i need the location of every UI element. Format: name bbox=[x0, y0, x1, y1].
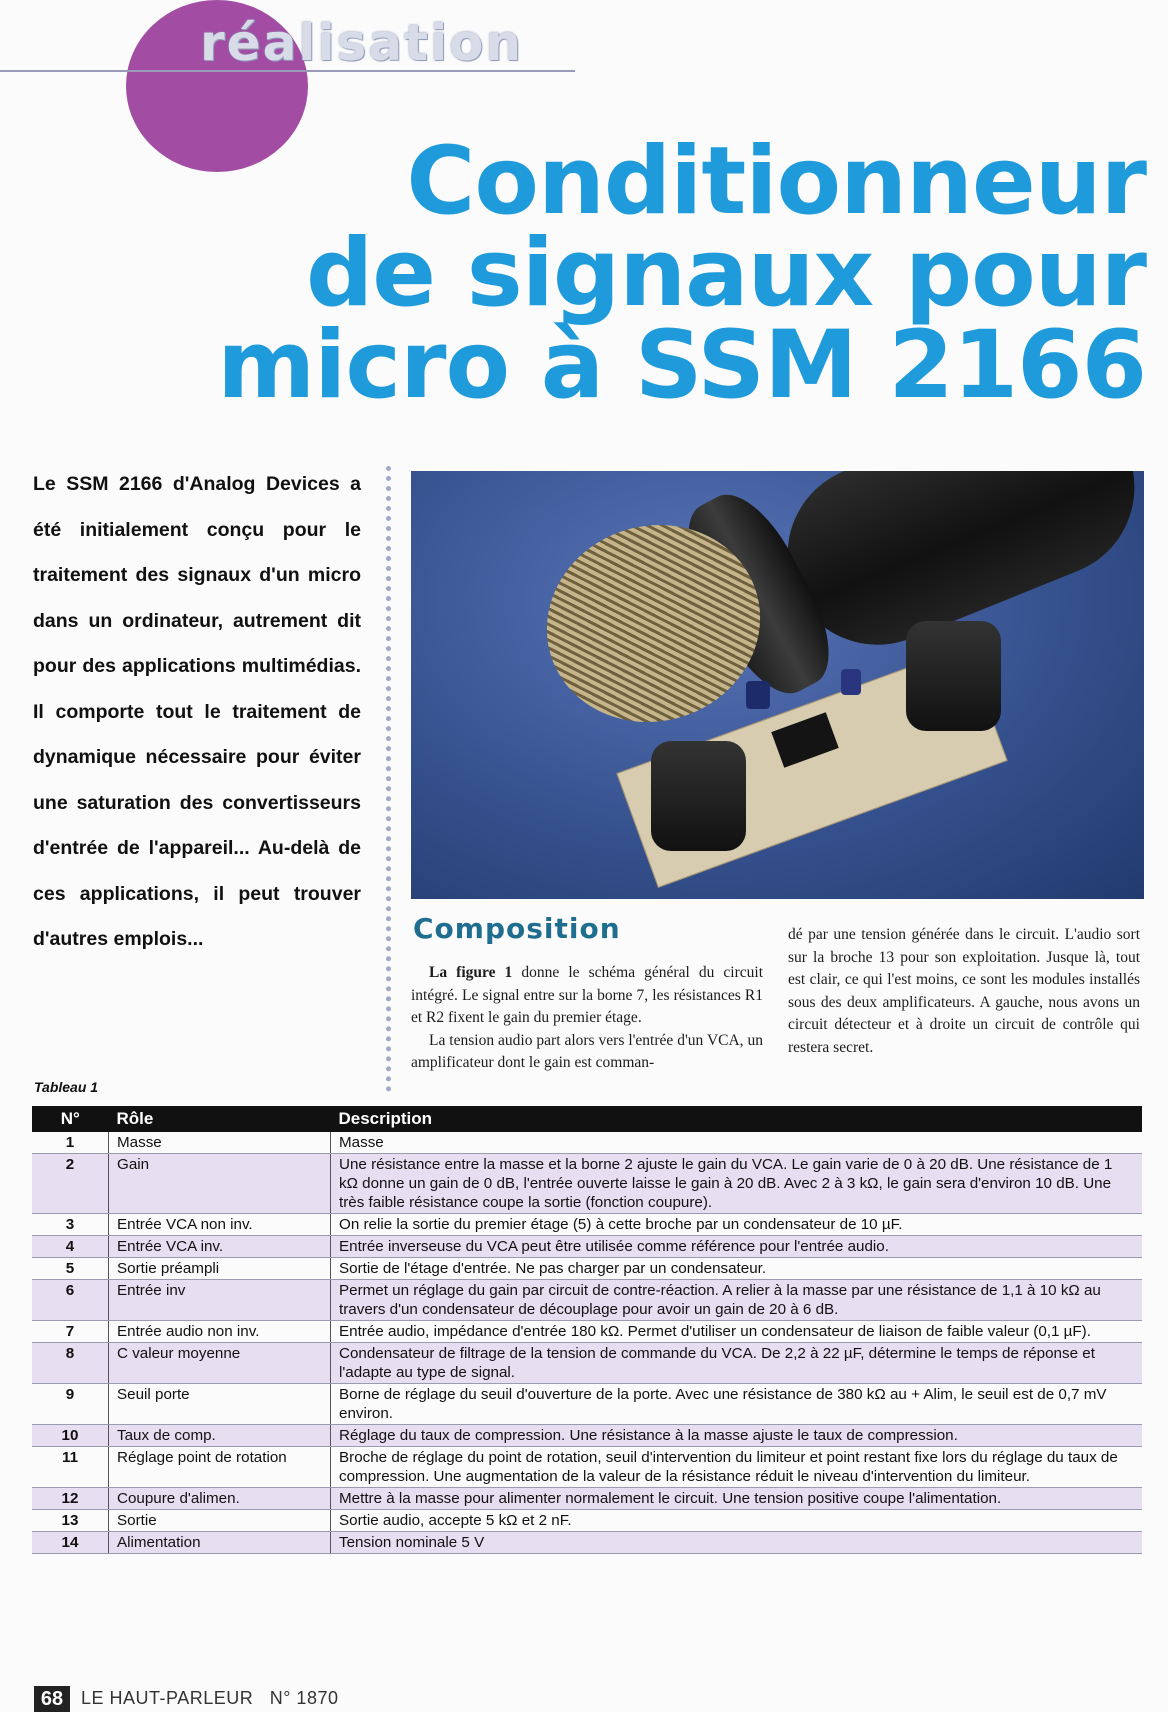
table-row: 3 Entrée VCA non inv. On relie la sortie du premier étage (5) à cette broche par un condensateur de 10 µF. bbox=[32, 1214, 1142, 1236]
table-row: 6 Entrée inv Permet un réglage du gain par circuit de contre-réaction. A relier à la masse par une résistance de 1,1 à 10 kΩ au travers d'un condensateur de découplage pour avoir un gain de 20 à 6 dB. bbox=[32, 1280, 1142, 1321]
figure-ref: La figure 1 bbox=[429, 964, 513, 981]
jack-connector-right bbox=[906, 621, 1001, 731]
section-heading: Composition bbox=[413, 912, 621, 945]
issue-number: N° 1870 bbox=[269, 1688, 339, 1708]
body-column-1 bbox=[411, 962, 763, 1075]
capacitor bbox=[746, 681, 770, 709]
header-role: Rôle bbox=[109, 1106, 331, 1132]
title-line-3: micro à SSM 2166 bbox=[217, 311, 1146, 420]
table-caption: Tableau 1 bbox=[34, 1079, 99, 1095]
magazine-name: LE HAUT-PARLEUR bbox=[81, 1688, 254, 1708]
section-rubric: réalisation bbox=[200, 14, 524, 72]
col1-text-2: La tension audio part alors vers l'entrée d'un VCA, un amplificateur dont le gain est comman- bbox=[411, 1031, 763, 1071]
table-row: 1 Masse Masse bbox=[32, 1132, 1142, 1154]
header-number: N° bbox=[32, 1106, 109, 1132]
table-row: 12 Coupure d'alimen. Mettre à la masse pour alimenter normalement le circuit. Une tension positive coupe l'alimentation. bbox=[32, 1488, 1142, 1510]
table-row: 2 Gain Une résistance entre la masse et la borne 2 ajuste le gain du VCA. Le gain varie de 0 à 20 dB. Une résistance de 1 kΩ donne un gain de 0 dB, l'entrée ouverte laisse le gain à 20 dB. Avec 2 à 3 kΩ, le gain sera d'environ 10 dB. Une très faible résistance coupe la sortie (fonction coupure). bbox=[32, 1154, 1142, 1214]
table-row: 5 Sortie préampli Sortie de l'étage d'entrée. Ne pas charger par un condensateur. bbox=[32, 1258, 1142, 1280]
pin-table bbox=[32, 1106, 1142, 1554]
body-column-2: dé par une tension générée dans le circuit. L'audio sort sur la broche 13 pour son exploitation. Jusque là, tout est clair, ce qui l'est moins, ce sont les modules installés sous des deux amplificateurs. A gauche, nous avons un circuit détecteur et à droite un circuit de contrôle qui restera secret. bbox=[788, 926, 1140, 1056]
table-row: 14 Alimentation Tension nominale 5 V bbox=[32, 1532, 1142, 1554]
header-description: Description bbox=[331, 1106, 1143, 1132]
dotted-separator bbox=[386, 466, 391, 1092]
article-title bbox=[217, 127, 1146, 420]
table-row: 4 Entrée VCA inv. Entrée inverseuse du VCA peut être utilisée comme référence pour l'entrée audio. bbox=[32, 1236, 1142, 1258]
table-row: 8 C valeur moyenne Condensateur de filtrage de la tension de commande du VCA. De 2,2 à 22 µF, détermine le temps de réponse et l'adapte au type de signal. bbox=[32, 1343, 1142, 1384]
microphone-circuit-photo bbox=[411, 471, 1144, 899]
jack-connector-left bbox=[651, 741, 746, 851]
page-number: 68 bbox=[34, 1686, 70, 1712]
table-row: 11 Réglage point de rotation Broche de réglage du point de rotation, seuil d'intervention du limiteur et point restant fixe lors du réglage du taux de compression. Une augmentation de la valeur de la résistance réduit le niveau d'intervention du limiteur. bbox=[32, 1447, 1142, 1488]
lede-paragraph: Le SSM 2166 d'Analog Devices a été initialement conçu pour le traitement des signaux d'un micro dans un ordinateur, autrement dit pour des applications multimédias. Il comporte tout le traitement de dynamique nécessaire pour éviter une saturation des convertisseurs d'entrée de l'appareil... Au-delà de ces applications, il peut trouver d'autres emplois... bbox=[33, 473, 361, 950]
table-header-row bbox=[32, 1106, 1142, 1132]
footer-magazine bbox=[81, 1688, 338, 1709]
title-line-1: Conditionneur bbox=[406, 127, 1146, 236]
capacitor bbox=[841, 669, 861, 695]
table-row: 7 Entrée audio non inv. Entrée audio, impédance d'entrée 180 kΩ. Permet d'utiliser un condensateur de liaison de faible valeur (0,1 µF). bbox=[32, 1321, 1142, 1343]
title-line-2: de signaux pour bbox=[306, 219, 1146, 328]
col1-text: donne le schéma général du circuit intégré. Le signal entre sur la borne 7, les résistances R1 et R2 fixent le gain du premier étage. bbox=[411, 964, 763, 1026]
table-row: 9 Seuil porte Borne de réglage du seuil d'ouverture de la porte. Avec une résistance de 380 kΩ au + Alim, le seuil est de 0,7 mV environ. bbox=[32, 1384, 1142, 1425]
table-row: 13 Sortie Sortie audio, accepte 5 kΩ et 2 nF. bbox=[32, 1510, 1142, 1532]
table-row: 10 Taux de comp. Réglage du taux de compression. Une résistance à la masse ajuste le taux de compression. bbox=[32, 1425, 1142, 1447]
